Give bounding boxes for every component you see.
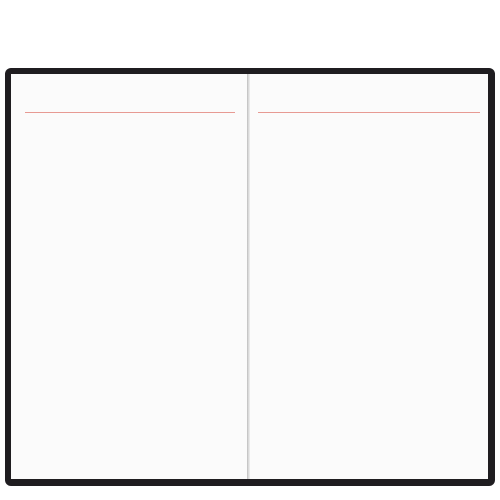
title-rule [258, 112, 480, 113]
city-time-list [15, 274, 243, 469]
time-zone-map-svg [14, 130, 246, 266]
right-page [250, 74, 488, 479]
time-zone-map [14, 130, 246, 266]
left-page [11, 74, 249, 479]
title-rule [25, 112, 235, 113]
